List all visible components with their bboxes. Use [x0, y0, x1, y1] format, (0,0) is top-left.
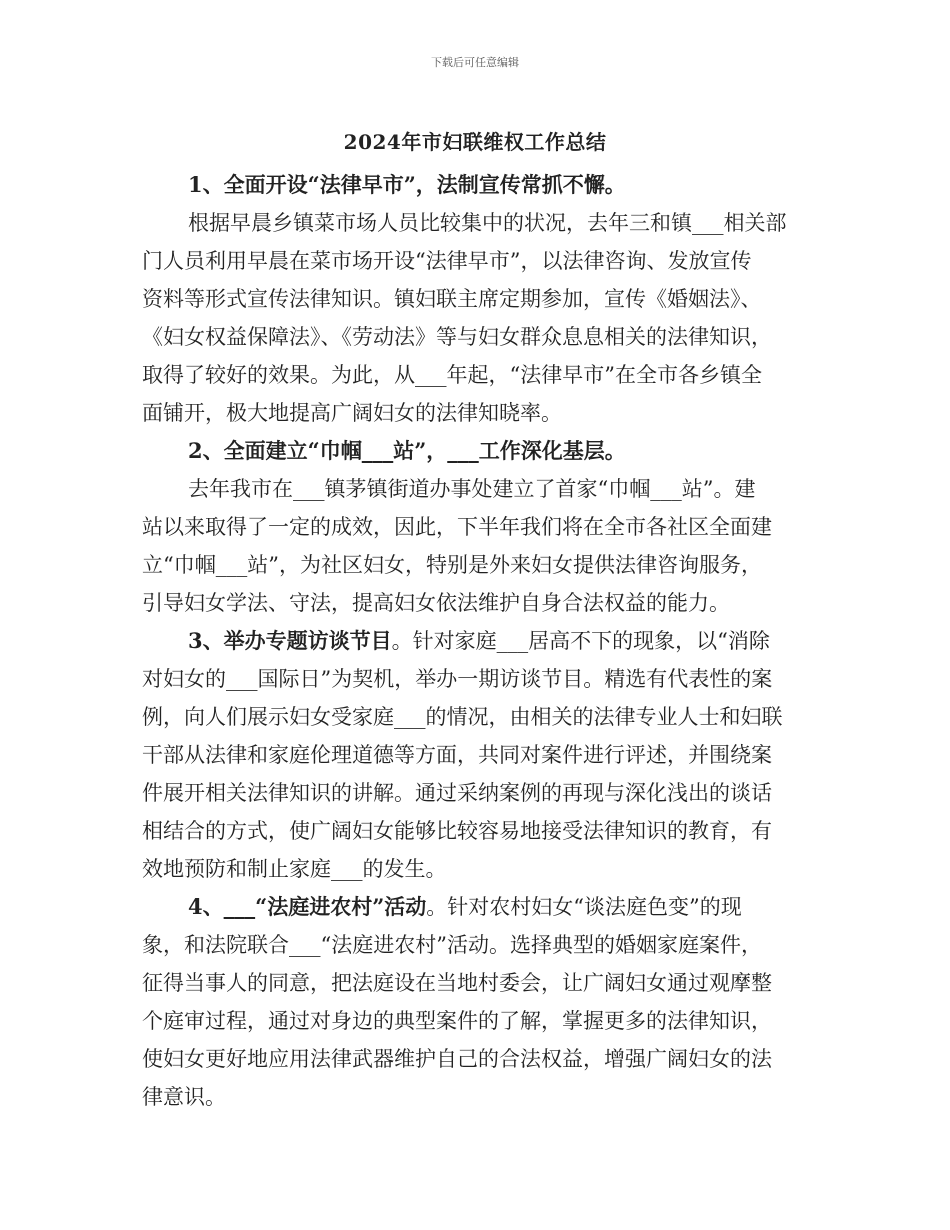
section-2-line: 去年我市在___镇茅镇街道办事处建立了首家“巾帼___站”。建	[188, 477, 756, 501]
section-3-line: 例，向人们展示妇女受家庭___的情况，由相关的法律专业人士和妇联	[142, 705, 783, 729]
section-3-line: 件展开相关法律知识的讲解。通过采纳案例的再现与深化浅出的谈话	[142, 781, 772, 805]
section-4-heading: 4、___“法庭进农村”活动	[188, 894, 427, 919]
section-4-line: 征得当事人的同意，把法庭设在当地村委会，让广阔妇女通过观摩整	[142, 971, 772, 995]
section-2-line: 立“巾帼___站”，为社区妇女，特别是外来妇女提供法律咨询服务，	[142, 553, 762, 577]
section-3-lead	[142, 622, 812, 660]
section-1-line: 《妇女权益保障法》、《劳动法》等与妇女群众息息相关的法律知识，	[142, 325, 772, 349]
document-title: 2024年市妇联维权工作总结	[343, 130, 607, 154]
section-2-line: 引导妇女学法、守法，提高妇女依法维护自身合法权益的能力。	[142, 591, 730, 615]
section-2-line: 站以来取得了一定的成效，因此，下半年我们将在全市各社区全面建	[142, 515, 772, 539]
section-4-line: 律意识。	[142, 1085, 226, 1109]
header-note: 下载后可任意编辑	[431, 56, 519, 69]
section-3-lead-text: 。针对家庭___居高不下的现象，以“消除	[391, 629, 770, 653]
section-1-line: 根据早晨乡镇菜市场人员比较集中的状况，去年三和镇___相关部	[188, 211, 787, 235]
section-1-line: 门人员利用早晨在菜市场开设“法律早市”，以法律咨询、发放宣传	[142, 249, 752, 273]
section-4-line: 个庭审过程，通过对身边的典型案件的了解，掌握更多的法律知识，	[142, 1009, 772, 1033]
section-3-heading: 3、举办专题访谈节目	[188, 628, 392, 653]
section-3-line: 干部从法律和家庭伦理道德等方面，共同对案件进行评述，并围绕案	[142, 743, 772, 767]
section-1-heading: 1、全面开设“法律早市”，法制宣传常抓不懈。	[188, 172, 626, 197]
section-1-line: 资料等形式宣传法律知识。镇妇联主席定期参加，宣传《婚姻法》、	[142, 287, 762, 311]
section-1-line: 面铺开，极大地提高广阔妇女的法律知晓率。	[142, 401, 562, 425]
section-3-line: 效地预防和制止家庭___的发生。	[142, 857, 447, 881]
section-4-lead-text: 。针对农村妇女“谈法庭色变”的现	[426, 895, 742, 919]
section-3-line: 相结合的方式，使广阔妇女能够比较容易地接受法律知识的教育，有	[142, 819, 772, 843]
document-body	[142, 166, 812, 1116]
section-4-lead	[142, 888, 812, 926]
section-2-heading: 2、全面建立“巾帼___站”，___工作深化基层。	[188, 438, 626, 463]
section-4-line: 象，和法院联合___“法庭进农村”活动。选择典型的婚姻家庭案件，	[142, 933, 762, 957]
section-3-line: 对妇女的___国际日”为契机，举办一期访谈节目。精选有代表性的案	[142, 667, 773, 691]
section-1-line: 取得了较好的效果。为此，从___年起，“法律早市”在全市各乡镇全	[142, 363, 762, 387]
section-4-line: 使妇女更好地应用法律武器维护自己的合法权益，增强广阔妇女的法	[142, 1047, 772, 1071]
